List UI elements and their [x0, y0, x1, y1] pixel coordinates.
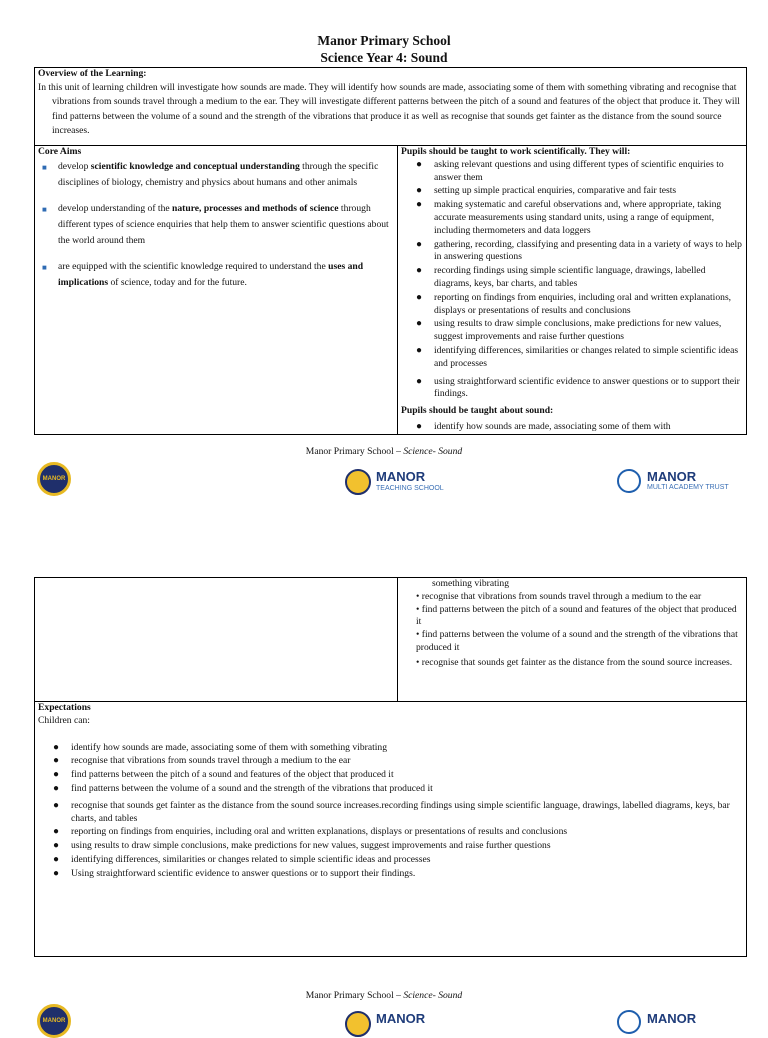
list-item: ● recording findings using simple scientific language, drawings, labelled diagrams, keys, bar charts, and tables: [416, 265, 706, 289]
column-divider: [397, 146, 398, 434]
teaching-school-logo-icon-2: [345, 1011, 371, 1037]
work-list: [401, 159, 743, 401]
teaching-school-sub: TEACHING SCHOOL: [376, 485, 444, 492]
expectations-list-2: [38, 800, 743, 881]
list-item: ● using results to draw simple conclusions, make predictions for new values, suggest improvements and raise further questions: [416, 318, 722, 343]
core-aims-cell: [38, 146, 394, 301]
list-item: ● identifying differences, similarities or changes related to simple scientific ideas and processes: [416, 344, 739, 369]
trust-logo-icon: [617, 469, 641, 493]
overview-box: [34, 67, 747, 146]
manor-school-logo-2: MANOR: [37, 1004, 71, 1038]
teaching-school-logo-icon: [345, 469, 371, 495]
list-item: ● making systematic and careful observations and, where appropriate, taking accurate measurements using standard units, using a range of equipment, including thermometers and data loggers: [416, 199, 722, 236]
about-sound-list: [401, 421, 743, 434]
bullet-square-icon: ■: [42, 204, 47, 214]
school-title: Manor Primary School: [317, 33, 451, 48]
list-item: ■ develop understanding of the nature, processes and methods of science through different types of science enquiries that help them to answer scientific questions about the world around them: [42, 202, 389, 246]
trust-name-2: MANOR: [647, 1011, 697, 1026]
list-item: ■ develop scientific knowledge and conceptual understanding through the specific disciplines of biology, chemistry and physics about humans and other animals: [42, 160, 379, 188]
list-item: ● identifying differences, similarities or changes related to simple scientific ideas and processes: [53, 853, 431, 865]
expectations-box: [34, 701, 747, 957]
expectations-heading: Expectations: [38, 702, 91, 713]
column-divider: [397, 578, 398, 701]
list-item: ● identify how sounds are made, associating some of them with: [416, 420, 671, 432]
overview-heading: Overview of the Learning:: [38, 68, 147, 79]
continued-line: • recognise that sounds get fainter as the distance from the sound source increases.: [416, 656, 733, 668]
core-aims-list: [38, 159, 394, 291]
list-item: ● find patterns between the volume of a sound and the strength of the vibrations that produced it: [53, 782, 433, 794]
list-item: ● gathering, recording, classifying and presenting data in a variety of ways to help in answering questions: [416, 238, 742, 263]
list-item: ● identify how sounds are made, associating some of them with something vibrating: [53, 741, 388, 753]
list-item: ● recognise that vibrations from sounds travel through a medium to the ear: [53, 755, 351, 767]
trust-logo-icon-2: [617, 1010, 641, 1034]
list-item: ● reporting on findings from enquiries, including oral and written explanations, displays or presentations of results and conclusions: [53, 826, 568, 838]
about-sound-heading: Pupils should be taught about sound:: [401, 405, 554, 417]
expectations-list: [38, 742, 743, 796]
list-item: ● recognise that sounds get fainter as the distance from the sound source increases.recording findings using simple scientific language, drawings, labelled diagrams, keys, bar charts, and tables: [53, 799, 730, 824]
aims-table: [34, 145, 747, 435]
list-item: ● Using straightforward scientific evidence to answer questions or to support their findings.: [53, 867, 416, 879]
core-aims-heading: Core Aims: [38, 146, 82, 157]
trust-name: MANOR: [647, 469, 697, 484]
work-scientifically-cell: [401, 146, 743, 435]
list-item: ● find patterns between the pitch of a sound and features of the object that produced it: [53, 769, 394, 781]
list-item: ■ are equipped with the scientific knowledge required to understand the uses and implications of science, today and for the future.: [42, 260, 364, 288]
continued-table: [34, 577, 747, 702]
expectations-intro: Children can:: [38, 714, 90, 726]
overview-text: In this unit of learning children will investigate how sounds are made. They will identify how sounds are made, associating some of them with something vibrating and recognise that vibrations from sounds travel through a medium to the ear. They will investigate different patterns between the pitch of a sound and features of the object that produce it. They will find patterns between the volume of a sound and the strength of the vibrations that produce it as well as recognise that sounds get fainter as the distance from the sound source increases.: [38, 81, 740, 137]
list-item: ● setting up simple practical enquiries, comparative and fair tests: [416, 185, 677, 197]
continued-cell: [416, 578, 744, 670]
list-item: ● using straightforward scientific evidence to answer questions or to support their findings.: [416, 375, 740, 400]
continued-line: • find patterns between the pitch of a sound and features of the object that produced it: [416, 603, 737, 628]
teaching-school-name-2: MANOR: [376, 1011, 426, 1026]
document-subtitle: Science Year 4: Sound: [320, 50, 448, 65]
list-item: ● using results to draw simple conclusions, make predictions for new values, suggest improvements and raise further questions: [53, 840, 551, 852]
page-footer: Manor Primary School – Science- Sound: [305, 446, 463, 457]
bullet-square-icon: ■: [42, 262, 47, 272]
continued-line: something vibrating: [432, 578, 510, 589]
bullet-square-icon: ■: [42, 162, 47, 172]
page-footer-2: Manor Primary School – Science- Sound: [305, 990, 463, 1001]
work-heading: Pupils should be taught to work scientifically. They will:: [401, 146, 631, 157]
continued-line: • find patterns between the volume of a sound and the strength of the vibrations that produced it: [416, 629, 738, 653]
continued-line: • recognise that vibrations from sounds travel through a medium to the ear: [416, 590, 702, 602]
trust-sub: MULTI ACADEMY TRUST: [647, 484, 729, 491]
manor-school-logo: MANOR: [37, 462, 71, 496]
list-item: ● reporting on findings from enquiries, including oral and written explanations, displays or presentations of results and conclusions: [416, 291, 732, 316]
teaching-school-name: MANOR: [376, 469, 426, 484]
list-item: ● asking relevant questions and using different types of scientific enquiries to answer them: [416, 158, 724, 183]
